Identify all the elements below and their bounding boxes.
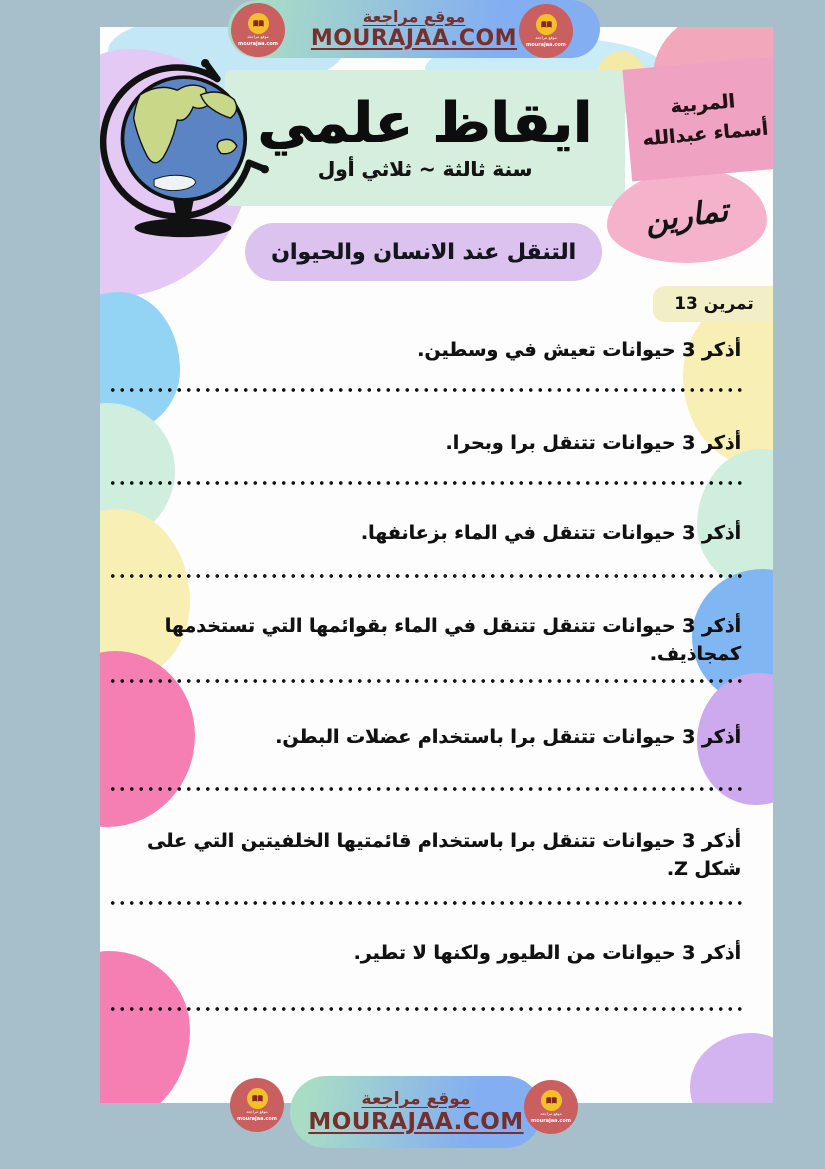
question-text: أذكر 3 حيوانات تتنقل برا وبحرا. [445,432,741,454]
topic-banner: التنقل عند الانسان والحيوان [245,223,602,281]
question-text: أذكر 3 حيوانات تتنقل في الماء بزعانفها. [360,522,741,544]
mourajaa-badge [519,4,573,58]
badge-site-domain: mourajaa.com [236,1115,277,1122]
badge-site-domain: mourajaa.com [525,41,566,48]
answer-dotted-line [108,678,745,684]
question-text: أذكر 3 حيوانات تتنقل برا باستخدام عضلات البطن. [275,726,741,748]
book-icon [541,1090,562,1111]
question-text: أذكر 3 حيوانات تتنقل برا باستخدام قائمتيها الخلفيتين التي على شكل Z. [146,830,741,880]
footer-site-domain-link[interactable]: MOURAJAA.COM [308,1109,524,1135]
badge-site-name: موقع مراجعة [535,35,557,41]
badge-site-name: موقع مراجعة [246,1109,268,1115]
decorative-blob [690,1033,773,1103]
question-text: أذكر 3 حيوانات تتنقل تتنقل في الماء بقوائمها التي تستخدمها كمجاذيف. [164,615,741,665]
footer-site-banner [290,1076,542,1148]
worksheet-page [100,27,773,1103]
badge-site-domain: mourajaa.com [530,1117,571,1124]
badge-site-domain: mourajaa.com [237,40,278,47]
teacher-note [622,57,773,182]
book-icon [247,1088,268,1109]
exercises-blob [607,169,767,263]
teacher-note-title: المربية [669,89,736,118]
footer-site-name-link[interactable]: موقع مراجعة [361,1089,471,1109]
answer-dotted-line [108,573,745,579]
title-block [225,70,625,206]
mourajaa-badge [230,1078,284,1132]
badge-site-name: موقع مراجعة [247,34,269,40]
book-icon [248,13,269,34]
exercises-label: تمارين [643,192,731,240]
answer-dotted-line [108,900,745,906]
badge-site-name: موقع مراجعة [540,1111,562,1117]
teacher-note-name: أسماء عبدالله [641,117,770,151]
mourajaa-badge [231,3,285,57]
answer-dotted-line [108,480,745,486]
mourajaa-badge [524,1080,578,1134]
answer-dotted-line [108,1006,745,1012]
header-site-name-link[interactable]: موقع مراجعة [362,7,466,26]
question-text: أذكر 3 حيوانات تعيش في وسطين. [417,339,741,361]
answer-dotted-line [108,387,745,393]
decorative-blob [100,951,190,1103]
question-text: أذكر 3 حيوانات من الطيور ولكنها لا تطير. [353,942,741,964]
book-icon [536,14,557,35]
header-site-domain-link[interactable]: MOURAJAA.COM [310,26,518,51]
globe-icon [100,53,278,239]
answer-dotted-line [108,786,745,792]
page-subtitle: سنة ثالثة ~ ثلاثي أول [317,156,533,181]
page-title: ايقاظ علمي [257,91,593,157]
exercise-number-tag: تمرين 13 [653,286,773,322]
